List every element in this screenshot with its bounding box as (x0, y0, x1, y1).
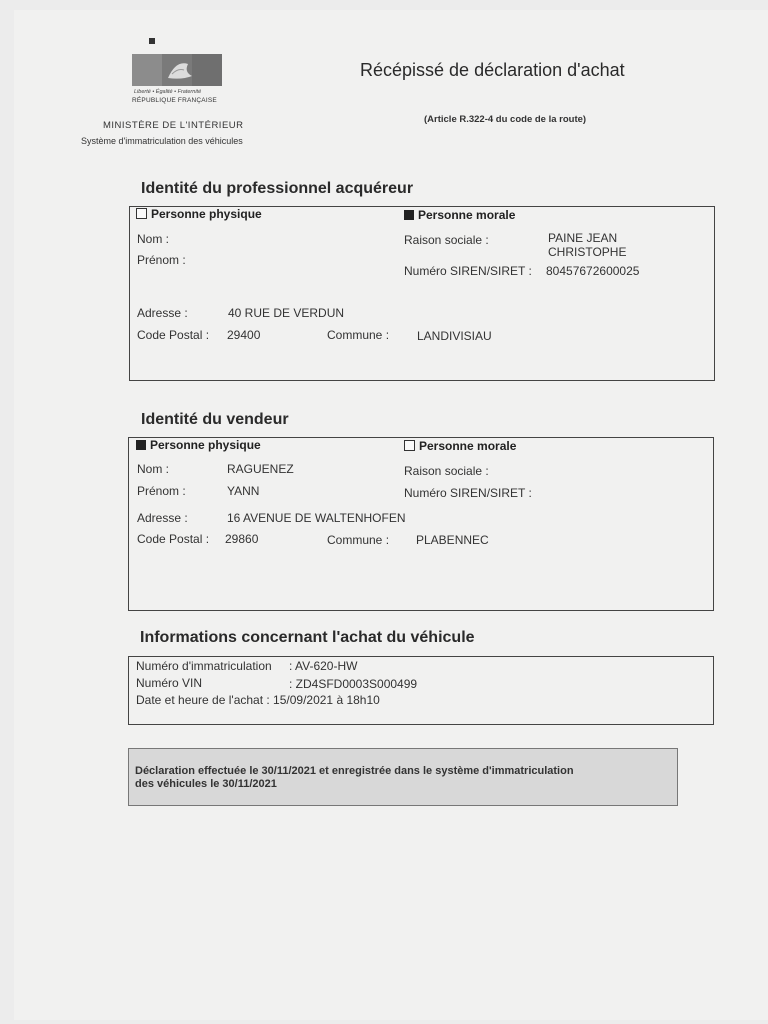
acquereur-adresse-label: Adresse : (137, 306, 188, 320)
acquereur-morale-checkbox: Personne morale (404, 208, 515, 222)
checkbox-empty-icon (136, 208, 147, 219)
vendeur-prenom-value: YANN (227, 484, 260, 498)
motto: Liberté • Égalité • Fraternité (134, 89, 202, 95)
republic-label: RÉPUBLIQUE FRANÇAISE (132, 97, 217, 104)
vendeur-nom-label: Nom : (137, 462, 170, 476)
vin-value: : ZD4SFD0003S000499 (289, 677, 418, 691)
acquereur-commune-label: Commune : (327, 328, 390, 342)
vendeur-adresse-label: Adresse : (137, 511, 188, 525)
date-achat: Date et heure de l'achat : 15/09/2021 à 18h10 (136, 693, 380, 707)
vendeur-cp-label: Code Postal : (137, 532, 210, 546)
declaration-line-1: Déclaration effectuée le 30/11/2021 et enregistrée dans le système d'immatriculation (135, 765, 574, 777)
acquereur-siren-value: 80457672600025 (546, 264, 640, 278)
acquereur-adresse-value: 40 RUE DE VERDUN (228, 306, 345, 320)
vendeur-heading: Identité du vendeur (141, 411, 289, 428)
vendeur-commune-value: PLABENNEC (416, 533, 489, 547)
immat-value: : AV-620-HW (289, 659, 358, 673)
article-reference: (Article R.322-4 du code de la route) (424, 114, 587, 125)
acquereur-cp-label: Code Postal : (137, 328, 210, 342)
acquereur-physique-checkbox: Personne physique (136, 207, 262, 221)
vendeur-physique-checkbox: Personne physique (136, 438, 261, 452)
vendeur-siren-label: Numéro SIREN/SIRET : (404, 486, 532, 500)
vendeur-raison-label: Raison sociale : (404, 464, 489, 478)
ministry-label: MINISTÈRE DE L'INTÉRIEUR (103, 120, 244, 131)
vendeur-adresse-value: 16 AVENUE DE WALTENHOFEN (227, 511, 406, 525)
page-title: Récépissé de déclaration d'achat (360, 60, 625, 80)
marianne-logo (132, 54, 222, 86)
checkbox-empty-icon (404, 440, 415, 451)
acquereur-raison-value-1: PAINE JEAN (548, 231, 618, 245)
acquereur-raison-value-2: CHRISTOPHE (548, 245, 627, 259)
acquereur-commune-value: LANDIVISIAU (417, 329, 492, 343)
system-label: Système d'immatriculation des véhicules (81, 136, 243, 146)
acquereur-nom-label: Nom : (137, 232, 170, 246)
vendeur-commune-label: Commune : (327, 533, 390, 547)
immat-label: Numéro d'immatriculation (136, 659, 272, 673)
vehicule-heading: Informations concernant l'achat du véhicule (140, 629, 475, 646)
vendeur-morale-checkbox: Personne morale (404, 439, 516, 453)
vin-label: Numéro VIN (136, 676, 203, 690)
vendeur-nom-value: RAGUENEZ (227, 462, 294, 476)
acquereur-siren-label: Numéro SIREN/SIRET : (404, 264, 532, 278)
acquereur-heading: Identité du professionnel acquéreur (141, 180, 414, 197)
vendeur-prenom-label: Prénom : (137, 484, 186, 498)
acquereur-raison-label: Raison sociale : (404, 233, 489, 247)
vendeur-cp-value: 29860 (225, 532, 259, 546)
checkbox-filled-icon (404, 210, 414, 220)
small-mark (149, 38, 155, 44)
acquereur-prenom-label: Prénom : (137, 253, 186, 267)
acquereur-cp-value: 29400 (227, 328, 261, 342)
checkbox-filled-icon (136, 440, 146, 450)
declaration-line-2: des véhicules le 30/11/2021 (135, 778, 277, 790)
